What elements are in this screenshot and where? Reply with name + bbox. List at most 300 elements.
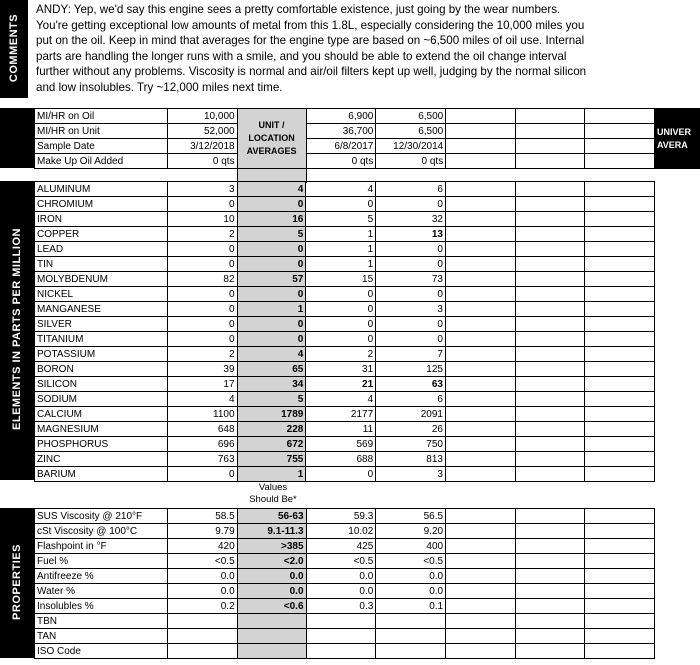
empty-cell xyxy=(515,242,585,257)
table-row xyxy=(35,467,700,482)
table-row xyxy=(35,242,700,257)
header-value: 0 qts xyxy=(306,154,376,169)
empty-cell xyxy=(585,422,655,437)
sample-value: 0.2 xyxy=(167,599,237,614)
sample-value: 0.1 xyxy=(376,599,446,614)
empty-cell xyxy=(446,539,516,554)
elements-sidebar xyxy=(0,181,34,480)
sample-value: 0.0 xyxy=(306,569,376,584)
sample-value: 6 xyxy=(376,182,446,197)
empty-cell xyxy=(655,212,700,227)
sample-value: 750 xyxy=(376,437,446,452)
sample-value: 0 xyxy=(167,467,237,482)
sample-value: 4 xyxy=(306,182,376,197)
sample-value: 0 xyxy=(167,317,237,332)
sample-value xyxy=(306,614,376,629)
sample-value: 0.0 xyxy=(167,584,237,599)
row-label: SILVER xyxy=(35,317,168,332)
sample-value: 0 xyxy=(376,287,446,302)
empty-cell xyxy=(515,614,585,629)
sample-value: 813 xyxy=(376,452,446,467)
header-value: 6,900 xyxy=(306,109,376,124)
sample-value: 0 xyxy=(376,242,446,257)
empty-cell xyxy=(585,524,655,539)
sample-value: 0.3 xyxy=(306,599,376,614)
properties-table xyxy=(34,508,700,659)
sample-value: 2 xyxy=(167,227,237,242)
empty-cell xyxy=(585,242,655,257)
empty-cell xyxy=(515,332,585,347)
empty-cell xyxy=(585,257,655,272)
empty-cell xyxy=(515,644,585,659)
sample-value xyxy=(306,629,376,644)
sample-value: 0.0 xyxy=(306,584,376,599)
row-label: Insolubles % xyxy=(35,599,168,614)
sample-value: 696 xyxy=(167,437,237,452)
empty-cell xyxy=(655,452,700,467)
empty-cell xyxy=(655,332,700,347)
average-value: 57 xyxy=(237,272,306,287)
sample-value: <0.5 xyxy=(306,554,376,569)
header-label: Sample Date xyxy=(35,139,168,154)
empty-cell xyxy=(446,154,516,169)
sample-value: 7 xyxy=(376,347,446,362)
empty-cell xyxy=(445,392,515,407)
empty-cell xyxy=(445,362,515,377)
sample-value: 0 xyxy=(376,317,446,332)
average-value: 0 xyxy=(237,287,306,302)
empty-cell xyxy=(585,139,655,154)
empty-cell xyxy=(445,407,515,422)
empty-cell xyxy=(655,569,700,584)
sample-value: 26 xyxy=(376,422,446,437)
sample-value: 0 xyxy=(306,302,376,317)
table-row xyxy=(35,182,700,197)
table-row xyxy=(35,629,700,644)
table-row xyxy=(35,227,700,242)
average-value: 0 xyxy=(237,257,306,272)
sample-value: 15 xyxy=(306,272,376,287)
empty-cell xyxy=(515,392,585,407)
empty-cell xyxy=(655,407,700,422)
empty-cell xyxy=(585,392,655,407)
sample-value: 0 xyxy=(167,332,237,347)
empty-cell xyxy=(585,407,655,422)
average-value: 4 xyxy=(237,347,306,362)
sample-value: 10.02 xyxy=(306,524,376,539)
row-label: TAN xyxy=(35,629,168,644)
average-value: 1 xyxy=(237,302,306,317)
table-row xyxy=(35,407,700,422)
empty-cell xyxy=(655,392,700,407)
row-label: ALUMINUM xyxy=(35,182,168,197)
empty-cell xyxy=(585,124,655,139)
row-label: Flashpoint in °F xyxy=(35,539,168,554)
empty-cell xyxy=(585,272,655,287)
table-row xyxy=(35,524,700,539)
empty-cell xyxy=(585,347,655,362)
averages-header xyxy=(237,109,306,169)
header-value: 52,000 xyxy=(167,124,237,139)
empty-cell xyxy=(515,422,585,437)
sample-value: 63 xyxy=(376,377,446,392)
sample-value: 2091 xyxy=(376,407,446,422)
sample-value: 3 xyxy=(376,467,446,482)
universal-averages-header xyxy=(654,109,699,169)
empty-cell xyxy=(655,287,700,302)
sample-value: 0 xyxy=(376,197,446,212)
empty-cell xyxy=(585,599,655,614)
sample-value: 17 xyxy=(167,377,237,392)
sample-value: 400 xyxy=(376,539,446,554)
row-label: MOLYBDENUM xyxy=(35,272,168,287)
table-row xyxy=(35,509,700,524)
properties-label: PROPERTIES xyxy=(11,544,23,620)
empty-cell xyxy=(445,182,515,197)
universal-header-line: UNIVER xyxy=(656,126,691,137)
empty-cell xyxy=(655,614,700,629)
empty-cell xyxy=(585,212,655,227)
empty-cell xyxy=(655,437,700,452)
header-row xyxy=(35,109,700,124)
row-label: Antifreeze % xyxy=(35,569,168,584)
sample-value: 31 xyxy=(306,362,376,377)
row-label: cSt Viscosity @ 100°C xyxy=(35,524,168,539)
empty-cell xyxy=(515,629,585,644)
average-value xyxy=(237,644,306,659)
values-should-be-line: Should Be* xyxy=(249,494,297,505)
average-value: 56-63 xyxy=(237,509,306,524)
average-value: 0.0 xyxy=(237,569,306,584)
empty-cell xyxy=(515,109,585,124)
average-value: 16 xyxy=(237,212,306,227)
empty-cell xyxy=(585,377,655,392)
row-label: SUS Viscosity @ 210°F xyxy=(35,509,168,524)
sample-value: 56.5 xyxy=(376,509,446,524)
sample-value: 0 xyxy=(376,257,446,272)
table-row xyxy=(35,599,700,614)
empty-cell xyxy=(585,452,655,467)
table-row xyxy=(35,539,700,554)
table-row xyxy=(35,392,700,407)
average-value xyxy=(237,629,306,644)
table-row xyxy=(35,272,700,287)
empty-cell xyxy=(446,139,516,154)
sample-value: 0 xyxy=(306,197,376,212)
empty-cell xyxy=(655,584,700,599)
empty-cell xyxy=(655,509,700,524)
empty-cell xyxy=(445,302,515,317)
row-label: PHOSPHORUS xyxy=(35,437,168,452)
sample-value: 1 xyxy=(306,227,376,242)
sample-value: 11 xyxy=(306,422,376,437)
average-value: >385 xyxy=(237,539,306,554)
row-label: ISO Code xyxy=(35,644,168,659)
average-value: 65 xyxy=(237,362,306,377)
header-label: Make Up Oil Added xyxy=(35,154,168,169)
header-value: 3/12/2018 xyxy=(167,139,237,154)
empty-cell xyxy=(655,377,700,392)
sample-value: 0.0 xyxy=(376,569,446,584)
header-row xyxy=(35,154,700,169)
empty-cell xyxy=(585,614,655,629)
comments-sidebar xyxy=(0,0,28,98)
empty-cell xyxy=(515,584,585,599)
row-label: Fuel % xyxy=(35,554,168,569)
empty-cell xyxy=(655,347,700,362)
empty-cell xyxy=(655,539,700,554)
table-row xyxy=(35,422,700,437)
comment-line: parts are handling the longer runs with a smile, and you should be able to extend the oil change interval xyxy=(36,49,567,63)
empty-cell xyxy=(655,554,700,569)
sample-value: 0 xyxy=(167,302,237,317)
empty-cell xyxy=(446,109,516,124)
sample-value: 0 xyxy=(306,317,376,332)
row-label: LEAD xyxy=(35,242,168,257)
empty-cell xyxy=(585,362,655,377)
empty-cell xyxy=(655,227,700,242)
empty-cell xyxy=(655,467,700,482)
header-label: MI/HR on Oil xyxy=(35,109,168,124)
sample-value: 0 xyxy=(306,332,376,347)
header-label: MI/HR on Unit xyxy=(35,124,168,139)
header-value: 6/8/2017 xyxy=(306,139,376,154)
row-label: COPPER xyxy=(35,227,168,242)
empty-cell xyxy=(445,287,515,302)
sample-value: 2 xyxy=(306,347,376,362)
empty-cell xyxy=(446,599,516,614)
empty-cell xyxy=(655,257,700,272)
values-should-be-line: Values xyxy=(258,482,288,493)
comment-line: You're getting exceptional low amounts of metal from this 1.8L, especially considering the 10,000 miles you xyxy=(36,18,585,32)
empty-cell xyxy=(446,569,516,584)
table-row xyxy=(35,362,700,377)
average-value: 1789 xyxy=(237,407,306,422)
empty-cell xyxy=(585,554,655,569)
sample-value: 6 xyxy=(376,392,446,407)
sample-value xyxy=(376,629,446,644)
empty-cell xyxy=(655,272,700,287)
empty-cell xyxy=(585,227,655,242)
header-value: 0 qts xyxy=(376,154,446,169)
table-row xyxy=(35,287,700,302)
table-row xyxy=(35,212,700,227)
empty-cell xyxy=(445,332,515,347)
sample-value: 4 xyxy=(167,392,237,407)
row-label: TITANIUM xyxy=(35,332,168,347)
sample-info-table xyxy=(34,108,700,183)
sample-value: 569 xyxy=(306,437,376,452)
sample-value: 3 xyxy=(376,302,446,317)
table-row xyxy=(35,584,700,599)
empty-cell xyxy=(515,437,585,452)
empty-cell xyxy=(446,584,516,599)
sample-value xyxy=(376,644,446,659)
empty-cell xyxy=(585,584,655,599)
empty-cell xyxy=(445,242,515,257)
average-value: 5 xyxy=(237,227,306,242)
row-label: TBN xyxy=(35,614,168,629)
sample-value: 0 xyxy=(306,287,376,302)
empty-cell xyxy=(585,154,655,169)
table-row xyxy=(35,317,700,332)
header-row xyxy=(35,124,700,139)
sample-value: 0.0 xyxy=(167,569,237,584)
table-row xyxy=(35,377,700,392)
sample-value: 2177 xyxy=(306,407,376,422)
empty-cell xyxy=(515,569,585,584)
empty-cell xyxy=(655,302,700,317)
table-row xyxy=(35,257,700,272)
sample-value: 425 xyxy=(306,539,376,554)
sample-value: 648 xyxy=(167,422,237,437)
sample-value: 4 xyxy=(306,392,376,407)
sample-value: 5 xyxy=(306,212,376,227)
sample-value: 0 xyxy=(167,242,237,257)
average-value: 0 xyxy=(237,242,306,257)
empty-cell xyxy=(655,644,700,659)
sample-value: 420 xyxy=(167,539,237,554)
empty-cell xyxy=(445,437,515,452)
empty-cell xyxy=(445,452,515,467)
row-label: Water % xyxy=(35,584,168,599)
sample-value: <0.5 xyxy=(167,554,237,569)
empty-cell xyxy=(515,407,585,422)
sample-value: 58.5 xyxy=(167,509,237,524)
average-value: 0 xyxy=(237,317,306,332)
row-label: BORON xyxy=(35,362,168,377)
row-label: MAGNESIUM xyxy=(35,422,168,437)
empty-cell xyxy=(515,257,585,272)
empty-cell xyxy=(655,317,700,332)
comments-label: COMMENTS xyxy=(8,13,20,83)
average-value: 0 xyxy=(237,332,306,347)
row-label: BARIUM xyxy=(35,467,168,482)
sample-value xyxy=(167,629,237,644)
header-value: 12/30/2014 xyxy=(376,139,446,154)
header-row xyxy=(35,139,700,154)
empty-cell xyxy=(515,377,585,392)
average-value: 755 xyxy=(237,452,306,467)
empty-cell xyxy=(655,242,700,257)
average-value: 9.1-11.3 xyxy=(237,524,306,539)
empty-cell xyxy=(515,524,585,539)
header-value: 0 qts xyxy=(167,154,237,169)
empty-cell xyxy=(445,197,515,212)
empty-cell xyxy=(585,332,655,347)
empty-cell xyxy=(446,509,516,524)
empty-cell xyxy=(585,509,655,524)
average-value: 0.0 xyxy=(237,584,306,599)
averages-header-line: UNIT / xyxy=(258,120,285,130)
average-value: 1 xyxy=(237,467,306,482)
empty-cell xyxy=(585,539,655,554)
empty-cell xyxy=(446,554,516,569)
universal-header-line: AVERA xyxy=(656,139,688,150)
empty-cell xyxy=(515,182,585,197)
sample-value: 1 xyxy=(306,257,376,272)
table-row xyxy=(35,644,700,659)
sample-value: 125 xyxy=(376,362,446,377)
empty-cell xyxy=(585,287,655,302)
empty-cell xyxy=(515,139,585,154)
empty-cell xyxy=(515,347,585,362)
sample-value: 2 xyxy=(167,347,237,362)
row-label: CHROMIUM xyxy=(35,197,168,212)
properties-sidebar xyxy=(0,508,34,658)
empty-cell xyxy=(585,197,655,212)
sample-value: 763 xyxy=(167,452,237,467)
averages-header-line: AVERAGES xyxy=(246,146,297,156)
sample-value: 32 xyxy=(376,212,446,227)
sample-value: 0 xyxy=(167,197,237,212)
empty-cell xyxy=(445,347,515,362)
table-row xyxy=(35,197,700,212)
table-row xyxy=(35,347,700,362)
empty-cell xyxy=(445,272,515,287)
average-value: <2.0 xyxy=(237,554,306,569)
sample-value xyxy=(167,614,237,629)
empty-cell xyxy=(446,644,516,659)
sample-value: <0.5 xyxy=(376,554,446,569)
table-row xyxy=(35,452,700,467)
empty-cell xyxy=(515,227,585,242)
empty-cell xyxy=(445,227,515,242)
empty-cell xyxy=(515,212,585,227)
empty-cell xyxy=(655,197,700,212)
table-row xyxy=(35,614,700,629)
comment-line: put on the oil. Keep in mind that averages for the engine type are based on ~6,500 miles of oil use. Internal xyxy=(36,34,585,47)
empty-cell xyxy=(446,629,516,644)
sample-value: 0 xyxy=(167,287,237,302)
empty-cell xyxy=(446,524,516,539)
sample-value xyxy=(167,644,237,659)
sample-value: 59.3 xyxy=(306,509,376,524)
empty-cell xyxy=(445,317,515,332)
empty-cell xyxy=(585,437,655,452)
sample-value xyxy=(376,614,446,629)
row-label: MANGANESE xyxy=(35,302,168,317)
row-label: IRON xyxy=(35,212,168,227)
row-label: TIN xyxy=(35,257,168,272)
average-value xyxy=(237,614,306,629)
header-value: 10,000 xyxy=(167,109,237,124)
average-value: 5 xyxy=(237,392,306,407)
elements-table xyxy=(34,181,700,482)
empty-cell xyxy=(585,569,655,584)
row-label: ZINC xyxy=(35,452,168,467)
average-value: 0 xyxy=(237,197,306,212)
empty-cell xyxy=(515,272,585,287)
row-label: POTASSIUM xyxy=(35,347,168,362)
empty-cell xyxy=(446,614,516,629)
empty-cell xyxy=(515,317,585,332)
sample-value xyxy=(306,644,376,659)
empty-cell xyxy=(515,362,585,377)
empty-cell xyxy=(515,539,585,554)
average-value: 4 xyxy=(237,182,306,197)
table-row xyxy=(35,554,700,569)
empty-cell xyxy=(655,362,700,377)
elements-label: ELEMENTS IN PARTS PER MILLION xyxy=(11,228,23,430)
row-label: CALCIUM xyxy=(35,407,168,422)
sample-value: 82 xyxy=(167,272,237,287)
average-value: 34 xyxy=(237,377,306,392)
empty-cell xyxy=(585,109,655,124)
sample-value: 10 xyxy=(167,212,237,227)
empty-cell xyxy=(445,422,515,437)
sample-value: 3 xyxy=(167,182,237,197)
